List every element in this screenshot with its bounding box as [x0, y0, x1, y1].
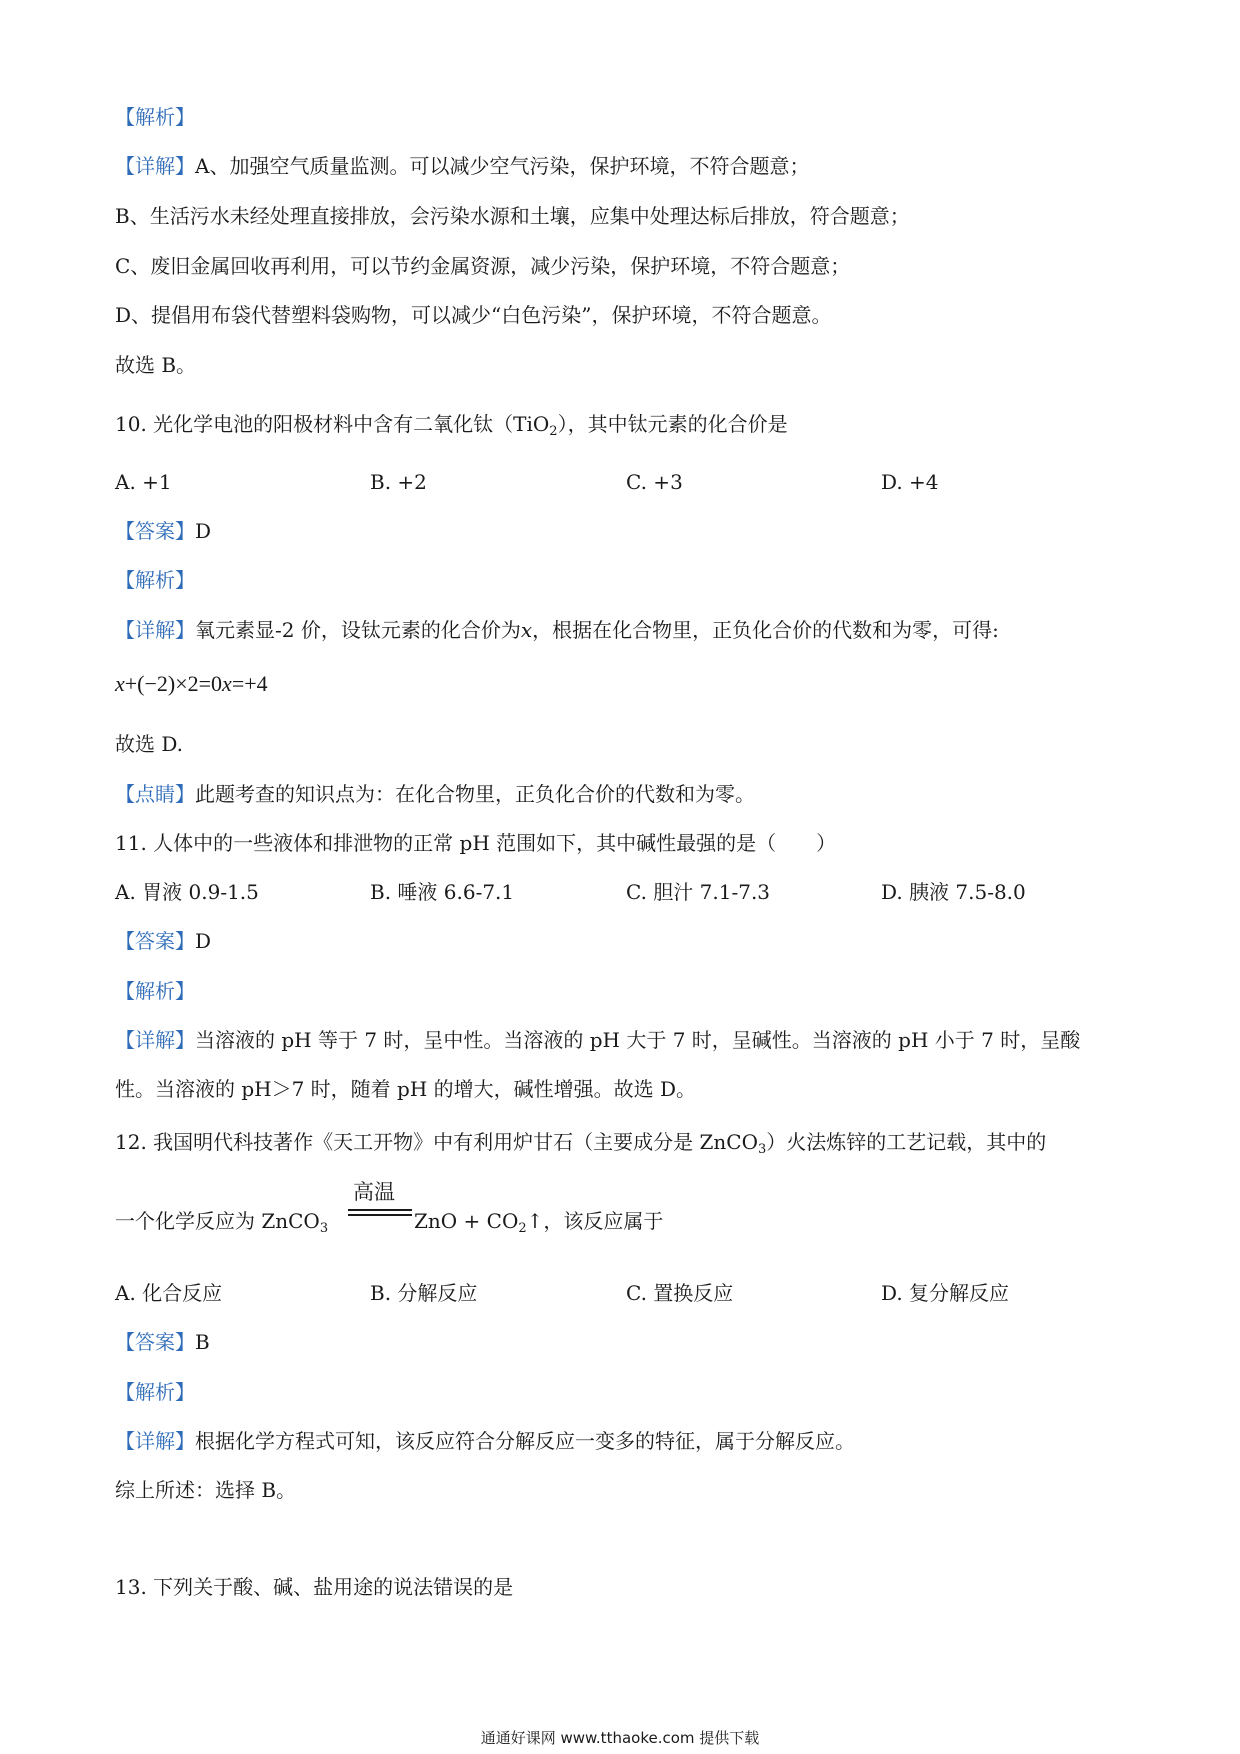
q10-comment-text: 此题考查的知识点为：在化合物里，正负化合价的代数和为零。	[195, 782, 755, 806]
q12-answer	[115, 1328, 210, 1356]
q9-conclusion: 故选 B。	[115, 353, 197, 377]
eq-var-x: x	[222, 671, 232, 696]
q10-equation	[115, 670, 268, 698]
q11-option-d: D. 胰液 7.5-8.0	[881, 880, 1026, 904]
q10-detail-var: x	[520, 618, 533, 642]
q9-detail-a	[115, 152, 809, 180]
q12-stem-1-pre: 12. 我国明代科技著作《天工开物》中有利用炉甘石（主要成分是 ZnCO	[115, 1130, 758, 1154]
q12-stem-1-post: ）火法炼锌的工艺记载，其中的	[766, 1130, 1047, 1154]
q10-option-d: D. +4	[881, 470, 939, 494]
q9-detail-c: C、废旧金属回收再利用，可以节约金属资源，减少污染，保护环境，不符合题意；	[115, 254, 851, 278]
q12-stem-2	[115, 1207, 328, 1235]
eq-result: =+4	[231, 671, 268, 696]
q10-stem-pre: 10. 光化学电池的阳极材料中含有二氧化钛（TiO	[115, 412, 550, 436]
q11-detail-1	[115, 1026, 1080, 1054]
q12-option-a: A. 化合反应	[115, 1281, 223, 1305]
q12-analysis-tag: 【解析】	[115, 1380, 195, 1404]
q12-option-c: C. 置换反应	[626, 1281, 734, 1305]
detail-tag: 【详解】	[115, 154, 195, 178]
q10-analysis-tag: 【解析】	[115, 568, 195, 592]
q11-detail-2: 性。当溶液的 pH＞7 时，随着 pH 的增大，碱性增强。故选 D。	[115, 1077, 697, 1101]
q12-option-d: D. 复分解反应	[881, 1281, 1010, 1305]
q10-option-a: A. +1	[115, 470, 172, 494]
detail-tag: 【详解】	[115, 1028, 195, 1052]
q10-stem-post: ），其中钛元素的化合价是	[557, 412, 788, 436]
q10-option-b: B. +2	[370, 470, 427, 494]
q11-analysis-tag: 【解析】	[115, 979, 195, 1003]
q12-option-b: B. 分解反应	[370, 1281, 478, 1305]
eq-var-x: x	[115, 671, 125, 696]
equals-bar-bottom	[348, 1214, 412, 1216]
q10-detail-pre: 氧元素显-2 价，设钛元素的化合价为	[195, 618, 521, 642]
q12-stem-1	[115, 1128, 1046, 1156]
eq-middle: +(−2)×2=0	[124, 671, 223, 696]
q10-comment	[115, 780, 755, 808]
q11-option-c: C. 胆汁 7.1-7.3	[626, 880, 771, 904]
answer-tag: 【答案】	[115, 1330, 195, 1354]
q12-stem-2-pre: 一个化学反应为 ZnCO	[115, 1209, 320, 1233]
q9-detail-a-text: A、加强空气质量监测。可以减少空气污染，保护环境，不符合题意；	[195, 154, 810, 178]
q9-detail-b: B、生活污水未经处理直接排放，会污染水源和土壤，应集中处理达标后排放，符合题意；	[115, 204, 910, 228]
detail-tag: 【详解】	[115, 618, 195, 642]
analysis-tag: 【解析】	[115, 105, 195, 129]
reaction-condition: 高温	[353, 1180, 395, 1204]
q10-stem	[115, 410, 788, 438]
q10-option-c: C. +3	[626, 470, 683, 494]
q12-products-post: ↑，该反应属于	[526, 1209, 664, 1233]
q12-stem-1-sub: 3	[758, 1142, 767, 1157]
q10-detail-post: ，根据在化合物里，正负化合价的代数和为零，可得:	[532, 618, 999, 642]
answer-tag: 【答案】	[115, 929, 195, 953]
q11-option-a: A. 胃液 0.9-1.5	[115, 880, 259, 904]
q12-summary: 综上所述：选择 B。	[115, 1478, 297, 1502]
q11-answer	[115, 927, 211, 955]
q10-detail	[115, 616, 999, 644]
q12-products-pre: ZnO + CO	[414, 1209, 519, 1233]
q12-answer-value: B	[195, 1330, 210, 1354]
q12-products-sub: 2	[518, 1221, 527, 1236]
equals-bar-top	[348, 1209, 412, 1211]
q10-answer-value: D	[195, 519, 212, 543]
q11-stem: 11. 人体中的一些液体和排泄物的正常 pH 范围如下，其中碱性最强的是（ ）	[115, 831, 837, 855]
q9-detail-d: D、提倡用布袋代替塑料袋购物，可以减少“白色污染”，保护环境，不符合题意。	[115, 303, 832, 327]
q12-products	[414, 1207, 663, 1235]
q12-detail-text: 根据化学方程式可知，该反应符合分解反应一变多的特征，属于分解反应。	[195, 1429, 855, 1453]
q10-answer	[115, 517, 211, 545]
answer-tag: 【答案】	[115, 519, 195, 543]
q13-stem: 13. 下列关于酸、碱、盐用途的说法错误的是	[115, 1575, 514, 1599]
q12-detail	[115, 1427, 855, 1455]
q11-detail-1-text: 当溶液的 pH 等于 7 时，呈中性。当溶液的 pH 大于 7 时，呈碱性。当溶液的 pH 小于 7 时，呈酸	[195, 1028, 1081, 1052]
q10-stem-sub: 2	[549, 424, 558, 439]
q12-stem-2-sub: 3	[319, 1221, 329, 1236]
comment-tag: 【点睛】	[115, 782, 195, 806]
page-footer: 通通好课网 www.tthaoke.com 提供下载	[480, 1729, 760, 1747]
q11-answer-value: D	[195, 929, 212, 953]
detail-tag: 【详解】	[115, 1429, 195, 1453]
q10-conclusion: 故选 D.	[115, 732, 184, 756]
q11-option-b: B. 唾液 6.6-7.1	[370, 880, 515, 904]
